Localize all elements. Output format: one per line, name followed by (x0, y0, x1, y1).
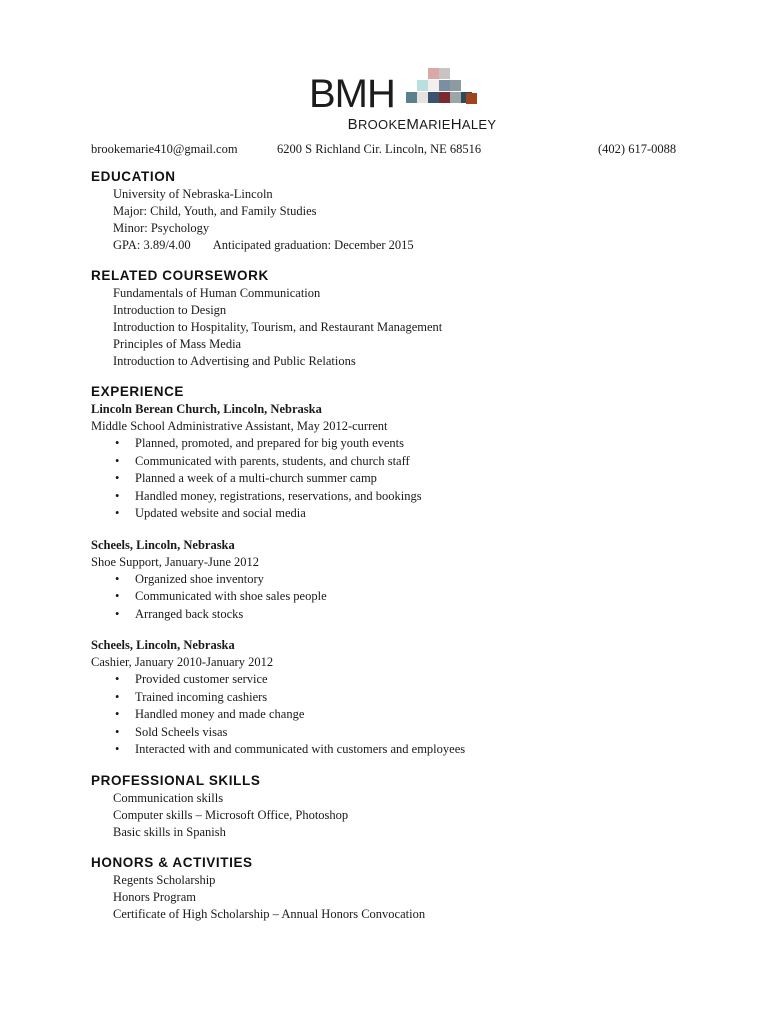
education-minor: Minor: Psychology (113, 221, 210, 235)
skill-item: Computer skills – Microsoft Office, Photoshop (113, 807, 349, 822)
contact-address: 6200 S Richland Cir. Lincoln, NE 68516 (277, 142, 482, 156)
logo-square (439, 80, 450, 91)
job-duties-list (91, 671, 711, 759)
job-duty: • Planned a week of a multi-church summer camp (113, 470, 711, 488)
logo-square (466, 93, 477, 104)
job-organization: Scheels, Lincoln, Nebraska (91, 537, 235, 552)
honors-heading: HONORS & ACTIVITIES (91, 854, 253, 870)
honor-item: Honors Program (113, 889, 196, 904)
skill-item: Basic skills in Spanish (113, 824, 226, 839)
coursework-item: Introduction to Advertising and Public Relations (113, 354, 356, 368)
job-duties-list (91, 435, 711, 523)
coursework-heading: RELATED COURSEWORK (91, 268, 269, 283)
job-duty: • Communicated with parents, students, and church staff (113, 453, 711, 471)
color-squares-graphic (406, 68, 478, 106)
logo-square (450, 80, 461, 91)
contact-email: brookemarie410@gmail.com (91, 142, 238, 156)
job-duty: • Trained incoming cashiers (113, 689, 711, 707)
logo-square (439, 92, 450, 103)
skill-item: Communication skills (113, 790, 224, 805)
job-duty: • Handled money and made change (113, 706, 711, 724)
honor-item: Certificate of High Scholarship – Annual Honors Convocation (113, 906, 426, 921)
education-gpa-line (91, 237, 711, 254)
logo-square (417, 92, 428, 103)
job-organization: Scheels, Lincoln, Nebraska (91, 638, 235, 652)
job-duties-list (91, 571, 711, 624)
job-duty: • Planned, promoted, and prepared for big youth events (113, 435, 711, 453)
logo-square (428, 80, 439, 91)
resume-body (91, 168, 711, 923)
job-duty: • Provided customer service (113, 671, 711, 689)
coursework-item: Introduction to Hospitality, Tourism, and Restaurant Management (113, 320, 443, 334)
monogram-text: BMH (309, 72, 395, 116)
honor-item: Regents Scholarship (113, 872, 216, 887)
logo-square (450, 92, 461, 103)
job-duty: • Sold Scheels visas (113, 724, 711, 742)
coursework-item: Principles of Mass Media (113, 337, 242, 351)
logo-square (428, 68, 439, 79)
logo-square (417, 80, 428, 91)
logo-square (428, 92, 439, 103)
logo-square (439, 68, 450, 79)
education-graduation: Anticipated graduation: December 2015 (212, 238, 414, 252)
job-duty: • Handled money, registrations, reservations, and bookings (113, 488, 711, 506)
job-duty: • Updated website and social media (113, 505, 711, 523)
education-gpa: GPA: 3.89/4.00 (113, 238, 191, 252)
contact-phone: (402) 617-0088 (598, 142, 677, 156)
education-major: Major: Child, Youth, and Family Studies (113, 204, 317, 218)
skills-heading: PROFESSIONAL SKILLS (91, 772, 261, 788)
education-school: University of Nebraska-Lincoln (113, 187, 273, 201)
job-duty: • Organized shoe inventory (113, 571, 711, 589)
logo-square (406, 92, 417, 103)
job-duty: • Interacted with and communicated with customers and employees (113, 741, 711, 759)
coursework-item: Fundamentals of Human Communication (113, 286, 321, 300)
job-duty: • Arranged back stocks (113, 606, 711, 624)
job-role: Middle School Administrative Assistant, May 2012-current (91, 419, 388, 433)
job-role: Cashier, January 2010-January 2012 (91, 655, 274, 669)
education-heading: EDUCATION (91, 169, 176, 184)
job-duty: • Communicated with shoe sales people (113, 588, 711, 606)
experience-heading: EXPERIENCE (91, 384, 185, 399)
job-role: Shoe Support, January-June 2012 (91, 554, 260, 569)
full-name: BROOKEMARIEHALEY (347, 116, 497, 133)
job-organization: Lincoln Berean Church, Lincoln, Nebraska (91, 402, 322, 416)
monogram-logo (309, 66, 479, 116)
coursework-item: Introduction to Design (113, 303, 227, 317)
